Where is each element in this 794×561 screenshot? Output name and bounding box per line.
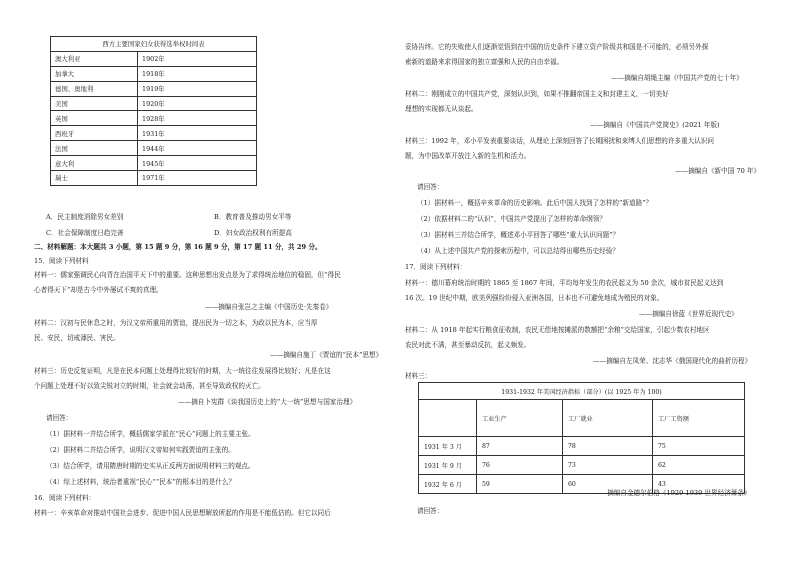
table-cell: 87 — [477, 437, 563, 456]
table-cell: 英国 — [51, 111, 138, 126]
q15-question-3: （3）结合所学，请用隋唐时期的史实从正反两方面说明材料三的观点。 — [46, 462, 255, 470]
table-cell: 澳大利亚 — [51, 51, 138, 66]
table-row — [51, 81, 257, 96]
table-cell: 60 — [563, 475, 653, 494]
q16-material3-line1: 材料三：1992 年，邓小平发表重要谈话，从理论上深刻回答了长期困扰和束缚人们思想的许多重大认识问 — [405, 137, 714, 145]
us-economy-table-title: 1931-1932 年美国经济指标（部分）(以 1925 年为 100) — [419, 383, 745, 400]
option-a: A．民主制度消除男女差别 — [46, 213, 124, 221]
table-cell: 瑞士 — [51, 171, 138, 186]
table-cell: 73 — [563, 456, 653, 475]
table-row — [51, 156, 257, 171]
q17-material2-line2: 农民对此不满，甚至暴动反抗，起义频发。 — [405, 341, 531, 349]
q16-material3-line2: 题，为中国改革开放注入新的生机和活力。 — [405, 152, 531, 160]
table-header-cell: 工厂工资额 — [653, 400, 745, 437]
q15-material1-line1: 材料一：儒家强调民心向背在治国平天下中的重要。这种思想出发点是为了求得统治地位的稳固，但“得民 — [34, 271, 341, 279]
table-cell: 1918年 — [138, 66, 257, 81]
q15-question-2: （2）据材料二并结合所学，说明汉文帝如何实践贾谊的主张的。 — [46, 446, 235, 454]
option-b: B．教育普及推动男女平等 — [214, 213, 292, 221]
q16-material1-line3: 索新的道路来求得国家的独立富强和人民的自由幸福。 — [405, 58, 564, 66]
table-cell: 加拿大 — [51, 66, 138, 81]
q16-question-1: （1）据材料一，概括辛亥革命的历史影响。此后中国人找到了怎样的“新道路”？ — [417, 199, 653, 207]
q15-ask: 请回答： — [46, 414, 73, 422]
table-cell: 76 — [477, 456, 563, 475]
q15-intro: 15．阅读下列材料 — [34, 257, 89, 265]
table-row — [419, 456, 745, 475]
q16-question-3: （3）据材料三并结合所学，概述邓小平回答了哪些“重大认识问题”？ — [417, 231, 620, 239]
table-cell: 1928年 — [138, 111, 257, 126]
table-cell: 1971年 — [138, 171, 257, 186]
q15-material3-source: ——摘自卜宪群《谈我国历史上的“大一统”思想与国家治理》 — [178, 398, 357, 406]
us-economy-table — [418, 382, 745, 494]
q15-material1-source: ——摘编自张岂之主编《中国历史·先秦卷》 — [205, 303, 333, 311]
table-cell: 德国、奥地利 — [51, 81, 138, 96]
q15-material2-line1: 材料二：汉初与民休息之时，为汉文帝所重用的贾谊，提出民为一切之本，为政以民为本，应当厚 — [34, 319, 318, 327]
table-cell: 78 — [563, 437, 653, 456]
q16-question-4: （4）从上述中国共产党的探索历程中，可以总结得出哪些历史经验？ — [417, 247, 620, 255]
q15-question-1: （1）据材料一并结合所学，概括儒家学派在“民心”问题上的主要主张。 — [46, 430, 255, 438]
table-cell: 1902年 — [138, 51, 257, 66]
q17-ask: 请回答： — [417, 507, 444, 515]
table-cell: 1920年 — [138, 96, 257, 111]
table-row — [419, 400, 745, 437]
table2-source: ——摘编自金德尔伯格《1929-1939 世界经济萧条》 — [594, 489, 751, 497]
table-header-cell: 工厂就业 — [563, 400, 653, 437]
q16-material3-source: ——摘编自《新中国 70 年》 — [675, 167, 761, 175]
option-d: D．妇女政治权利有所提高 — [214, 229, 292, 237]
q16-material2-source: ——摘编自《中国共产党简史》(2021 年版) — [590, 121, 720, 129]
table-row — [51, 66, 257, 81]
table-header-cell: 工业生产 — [477, 400, 563, 437]
table-cell: 美国 — [51, 96, 138, 111]
table-cell: 1944年 — [138, 141, 257, 156]
suffrage-table — [50, 36, 257, 186]
q15-question-4: （4）综上述材料，统治者重视“民心”“民本”的根本目的是什么？ — [46, 478, 236, 486]
suffrage-table-title: 西方主要国家妇女获得选举权时间表 — [51, 37, 257, 52]
section-heading: 二、材料解题：本大题共 3 小题，第 15 题 9 分，第 16 题 9 分，第 17 题 11 分，共 29 分。 — [34, 243, 322, 251]
table-row — [51, 51, 257, 66]
q16-intro: 16．阅读下列材料： — [34, 494, 96, 502]
q16-ask: 请回答： — [417, 183, 444, 191]
table-cell: 1919年 — [138, 81, 257, 96]
q15-material1-line2: 心者得天下”却是古今中外屡试不爽的真理。 — [34, 286, 163, 294]
table-cell: 1931 年 9 月 — [419, 456, 477, 475]
q16-material2-line2: 理想的实现都无从谈起。 — [405, 105, 478, 113]
q17-material1-line2: 16 次。19 世纪中期，欧美列强纷纷侵入亚洲各国，日本也不可避免地成为殖民的对象。 — [405, 294, 664, 302]
q17-material2-source: ——摘编自左凤荣、沈志华《俄国现代化的曲折历程》 — [593, 357, 752, 365]
table-cell: 1931 年 3 月 — [419, 437, 477, 456]
q17-intro: 17．阅读下列材料： — [405, 263, 467, 271]
q16-material1-line1: 材料一：辛亥革命对推动中国社会进步、促进中国人民思想解放所起的作用是不能低估的。但它以同后 — [34, 509, 331, 517]
table-cell: 43 — [653, 475, 745, 494]
table-cell: 59 — [477, 475, 563, 494]
table-cell: 1932 年 6 月 — [419, 475, 477, 494]
q17-material3-label: 材料三： — [405, 372, 432, 380]
q15-material3-line2: 个问题上处理不好以致尖锐对立的时期，社会就会动荡，甚至导致政权的灭亡。 — [34, 382, 265, 390]
table-row — [51, 171, 257, 186]
q16-material1-line2: 妥协告终。它的失败使人们逐渐觉悟到在中国的历史条件下建立资产阶级共和国是不可能的，必须另外探 — [405, 43, 709, 51]
q17-material2-line1: 材料二：从 1918 年起实行粮食征收制，农民无偿地按摊派的数额把“余粮”交给国家，引起少数农村地区 — [405, 326, 710, 334]
table-header-cell — [419, 400, 477, 437]
q17-material1-source: ——摘编自徐蓝《世界近现代史》 — [639, 310, 738, 318]
table-cell: 75 — [653, 437, 745, 456]
option-c: C．社会保障制度日趋完善 — [46, 229, 124, 237]
q15-material2-source: ——摘编自施丁《贾谊的“民本”思想》 — [270, 351, 383, 359]
q15-material2-line2: 民、安民，切戒薄民、害民。 — [34, 334, 120, 342]
table-row — [51, 96, 257, 111]
table-cell: 1931年 — [138, 126, 257, 141]
table-row — [51, 111, 257, 126]
table-cell: 西班牙 — [51, 126, 138, 141]
q17-material1-line1: 材料一：德川幕府统治时期的 1865 至 1867 年间，平均每年发生的农民起义为 50 余次，城市贫民起义达到 — [405, 279, 724, 287]
q15-material3-line1: 材料三：历史反复证明，凡是在民本问题上处理得比较好的时期，大一统往往发展得比较好；凡是在这 — [34, 367, 331, 375]
q16-question-2: （2）依据材料二的“认识”，中国共产党提出了怎样的革命纲领？ — [417, 215, 606, 223]
q16-material1-source: ——摘编自胡绳主编《中国共产党的七十年》 — [611, 74, 743, 82]
table-cell: 意大利 — [51, 156, 138, 171]
table-row — [51, 141, 257, 156]
table-cell: 1945年 — [138, 156, 257, 171]
table-row — [51, 126, 257, 141]
table-cell: 法国 — [51, 141, 138, 156]
table-row — [419, 437, 745, 456]
table-cell: 62 — [653, 456, 745, 475]
q16-material2-line1: 材料二：刚刚成立的中国共产党，深刻认识到，如果不推翻帝国主义和封建主义，一切美好 — [405, 90, 669, 98]
